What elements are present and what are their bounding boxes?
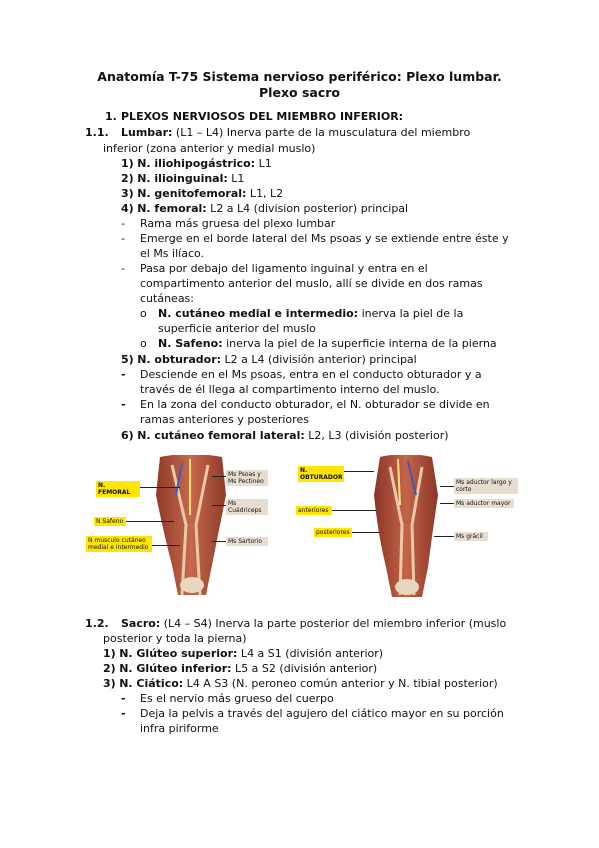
label-n-safeno: N Safeno (94, 517, 126, 526)
lumbar-text-cont: inferior (zona anterior y medial muslo) (103, 142, 316, 155)
bullet-text: cutáneas: (140, 292, 194, 305)
sacro-intro (121, 617, 506, 631)
item-number: 2) (121, 172, 134, 185)
dash-bullet: - (121, 398, 126, 411)
page-title: Anatomía T-75 Sistema nervioso periférico: Plexo lumbar. (97, 69, 502, 84)
leader-line (212, 505, 226, 506)
leader-line (150, 545, 180, 546)
label-ms-aductor-largo-corto: Ms aductor largo y corto (454, 478, 518, 494)
nerve-roots: L1, L2 (246, 187, 284, 200)
item-number: 4) (121, 202, 134, 215)
section-number: 1. (105, 110, 117, 123)
bullet-text: el Ms ilíaco. (140, 247, 205, 260)
label-anteriores: anteriores (296, 506, 332, 515)
nerve-roots: L2, L3 (división posterior) (304, 429, 449, 442)
nerve-name: N. Safeno: (158, 337, 223, 350)
list-item (121, 187, 283, 201)
label-n-femoral: N. FEMORAL (96, 481, 140, 497)
sacro-text: (L4 – S4) Inerva la parte posterior del miembro inferior (muslo (160, 617, 507, 630)
dash-bullet: - (121, 692, 126, 705)
item-number: 6) (121, 429, 134, 442)
nerve-desc: inerva la piel de la (358, 307, 464, 320)
page-title-line2: Plexo sacro (259, 85, 340, 100)
lumbar-text: (L1 – L4) Inerva parte de la musculatura del miembro (172, 126, 471, 139)
lumbar-intro (121, 126, 470, 140)
leader-line (440, 486, 454, 487)
section-heading: PLEXOS NERVIOSOS DEL MIEMBRO INFERIOR: (121, 110, 404, 123)
nerve-roots: L1 (227, 172, 245, 185)
thigh-medial-illustration (350, 455, 460, 600)
bullet-text: través de él llega al compartimento interno del muslo. (140, 383, 440, 396)
nerve-roots: L5 a S2 (división anterior) (231, 662, 378, 675)
nerve-name: N. ilioinguinal: (137, 172, 228, 185)
leader-line (212, 541, 226, 542)
bullet-text: Pasa por debajo del ligamento inguinal y entra en el (140, 262, 428, 275)
item-number: 1) (103, 647, 116, 660)
item-number: 5) (121, 353, 134, 366)
nerve-desc: inerva la piel de la superficie interna de la pierna (222, 337, 497, 350)
bullet-text: En la zona del conducto obturador, el N. obturador se divide en (140, 398, 490, 411)
list-item (121, 353, 417, 367)
nerve-name: N. Glúteo superior: (119, 647, 238, 660)
subsection-number: 1.2. (85, 617, 109, 630)
item-number: 2) (103, 662, 116, 675)
leader-line (212, 476, 226, 477)
label-ms-cuadriceps: Ms Cuádriceps (226, 499, 268, 515)
bullet-text: infra piriforme (140, 722, 219, 735)
leader-line (440, 503, 454, 504)
lumbar-label: Lumbar: (121, 126, 173, 139)
label-ms-gracil: Ms grácil (454, 532, 488, 541)
circle-bullet: o (140, 307, 147, 320)
item-number: 3) (103, 677, 116, 690)
item-number: 1) (121, 157, 134, 170)
nerve-name: N. cutáneo femoral lateral: (137, 429, 305, 442)
bullet-text: Emerge en el borde lateral del Ms psoas y se extiende entre éste y (140, 232, 509, 245)
leader-line (434, 536, 454, 537)
nerve-name: N. genitofemoral: (137, 187, 247, 200)
nerve-name: N. obturador: (137, 353, 222, 366)
sub-item (158, 307, 463, 321)
sub-item-cont: superficie anterior del muslo (158, 322, 316, 335)
list-item (121, 202, 408, 216)
list-item (121, 157, 272, 171)
bullet-text: Desciende en el Ms psoas, entra en el conducto obturador y a (140, 368, 482, 381)
bullet-text: compartimento anterior del muslo, allí se divide en dos ramas (140, 277, 483, 290)
label-n-obturador: N. OBTURADOR (300, 467, 343, 481)
list-item (103, 677, 498, 691)
list-item (103, 647, 383, 661)
bullet-text: ramas anteriores y posteriores (140, 413, 309, 426)
label-ms-psoas-pectineo: Ms Psoas y Ms Pectineo (226, 470, 268, 486)
leader-line (138, 487, 180, 488)
bullet-text: Es el nervio más grueso del cuerpo (140, 692, 334, 705)
nerve-roots: L2 a L4 (division posterior) principal (206, 202, 409, 215)
list-item (121, 429, 449, 443)
dash-bullet: - (121, 217, 125, 230)
sacro-text-cont: posterior y toda la pierna) (103, 632, 247, 645)
bullet-text: Deja la pelvis a través del agujero del ciático mayor en su porción (140, 707, 504, 720)
nerve-name: N. femoral: (137, 202, 207, 215)
nerve-name: N. Ciático: (119, 677, 184, 690)
nerve-roots: L4 A S3 (N. peroneo común anterior y N. tibial posterior) (183, 677, 498, 690)
circle-bullet: o (140, 337, 147, 350)
sacro-label: Sacro: (121, 617, 161, 630)
dash-bullet: - (121, 707, 126, 720)
nerve-name: N. Glúteo inferior: (119, 662, 232, 675)
leader-line (332, 510, 376, 511)
nerve-roots: L4 a S1 (división anterior) (237, 647, 384, 660)
item-number: 3) (121, 187, 134, 200)
dash-bullet: - (121, 262, 125, 275)
leader-line (350, 532, 380, 533)
bullet-text: Rama más gruesa del plexo lumbar (140, 217, 336, 230)
figure-obturator-nerve (350, 455, 460, 600)
label-posteriores: posteriores (314, 528, 352, 537)
label-n-musculo-cutaneo: N musculo cutáneo medial e intermedio (86, 536, 152, 552)
nerve-roots: L2 a L4 (división anterior) principal (221, 353, 417, 366)
nerve-roots: L1 (255, 157, 272, 170)
leader-line (124, 521, 174, 522)
label-ms-sartorio: Ms Sartorio (226, 537, 268, 546)
nerve-name: N. cutáneo medial e intermedio: (158, 307, 359, 320)
label-ms-aductor-mayor: Ms aductor mayor (454, 499, 514, 508)
subsection-number: 1.1. (85, 126, 109, 139)
dash-bullet: - (121, 368, 126, 381)
leader-line (344, 471, 374, 472)
nerve-name: N. iliohipogástrico: (137, 157, 256, 170)
dash-bullet: - (121, 232, 125, 245)
list-item (103, 662, 377, 676)
list-item (121, 172, 244, 186)
sub-item (158, 337, 497, 351)
